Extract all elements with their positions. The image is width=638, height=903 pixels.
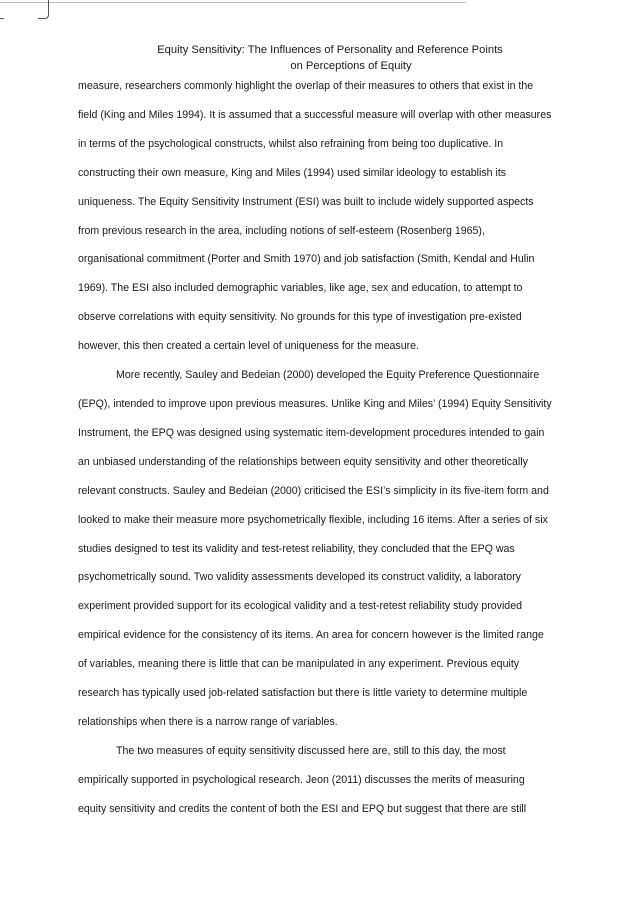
text-line: constructing their own measure, King and Miles (1994) used similar ideology to establish its	[78, 166, 507, 179]
text-line: empirical evidence for the consistency of its items. An area for concern however is the limited range	[78, 629, 544, 642]
right-bracket-icon	[38, 0, 49, 19]
left-bracket-icon	[0, 0, 4, 19]
text-line: organisational commitment (Porter and Smith 1970) and job satisfaction (Smith, Kendal and Hulin	[78, 253, 535, 266]
text-line: an unbiased understanding of the relationships between equity sensitivity and other theoretically	[78, 455, 528, 468]
text-line: (EPQ), intended to improve upon previous measures. Unlike King and Miles’ (1994) Equity Sensitivity	[78, 397, 552, 410]
text-line: research has typically used job-related satisfaction but there is little variety to determine multiple	[78, 687, 528, 700]
text-line: empirically supported in psychological research. Jeon (2011) discusses the merits of measuring	[78, 773, 525, 786]
paragraph	[78, 361, 562, 737]
text-line: measure, researchers commonly highlight the overlap of their measures to others that exist in the	[78, 80, 534, 92]
text-line: relevant constructs. Sauley and Bedeian (2000) criticised the ESI’s simplicity in its five-item form and	[78, 484, 549, 497]
text-line: of variables, meaning there is little that can be manipulated in any experiment. Previous equity	[78, 658, 520, 671]
text-line: equity sensitivity and credits the content of both the ESI and EPQ but suggest that there are still	[78, 802, 527, 815]
text-line: experiment provided support for its ecological validity and a test-retest reliability study provided	[78, 600, 522, 613]
document-page	[78, 38, 562, 824]
text-line: uniqueness. The Equity Sensitivity Instrument (ESI) was built to include widely supported aspects	[78, 195, 534, 208]
running-header	[78, 38, 562, 72]
running-header-line-1: Equity Sensitivity: The Influences of Personality and Reference Points	[157, 44, 503, 56]
running-header-line-2: on Perceptions of Equity	[290, 60, 412, 72]
text-line: The two measures of equity sensitivity discussed here are, still to this day, the most	[116, 744, 506, 757]
text-line: however, this then created a certain level of uniqueness for the measure.	[78, 340, 419, 353]
text-line: from previous research in the area, including notions of self-esteem (Rosenberg 1965),	[78, 224, 485, 237]
text-line: observe correlations with equity sensitivity. No grounds for this type of investigation pre-existed	[78, 311, 522, 324]
body-text	[78, 72, 562, 824]
text-line: in terms of the psychological constructs, whilst also refraining from being too duplicative. In	[78, 137, 504, 150]
text-line: psychometrically sound. Two validity assessments developed its construct validity, a laboratory	[78, 571, 521, 584]
text-line: More recently, Sauley and Bedeian (2000) developed the Equity Preference Questionnaire	[116, 369, 540, 382]
text-line: relationships when there is a narrow range of variables.	[78, 715, 338, 728]
text-line: studies designed to test its validity and test-retest reliability, they concluded that the EPQ was	[78, 542, 515, 555]
paragraph	[78, 737, 562, 824]
text-line: looked to make their measure more psychometrically flexible, including 16 items. After a series of six	[78, 513, 548, 526]
text-line: field (King and Miles 1994). It is assumed that a successful measure will overlap with other measures	[78, 108, 552, 121]
text-line: 1969). The ESI also included demographic variables, like age, sex and education, to attempt to	[78, 282, 523, 295]
viewer-top-border	[0, 0, 466, 3]
text-line: Instrument, the EPQ was designed using systematic item-development procedures intended to gain	[78, 426, 545, 439]
paragraph	[78, 72, 562, 361]
